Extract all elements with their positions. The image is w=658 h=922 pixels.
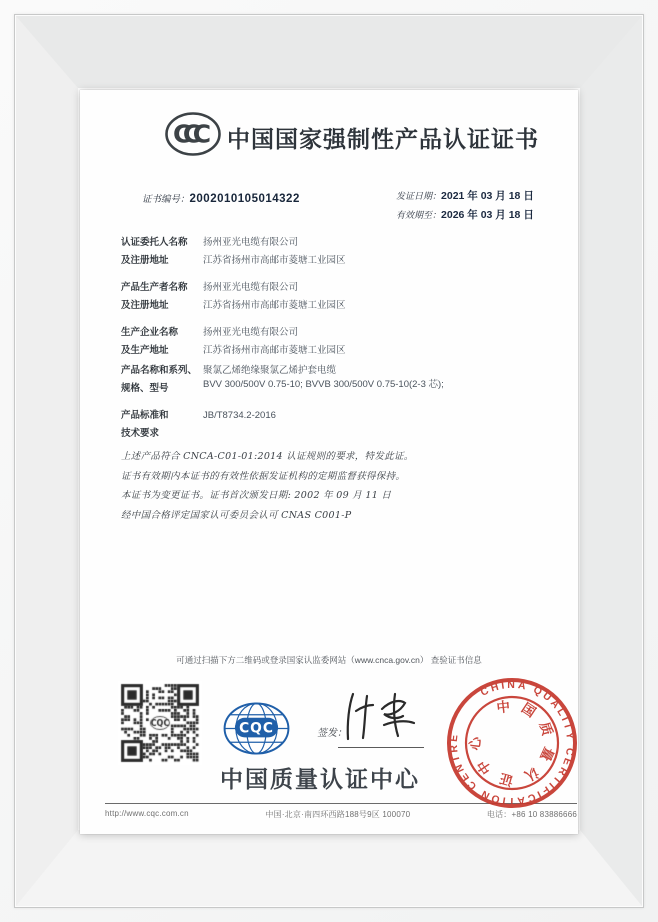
valid-until-row: [396, 207, 534, 222]
manufacturer-name: 扬州亚光电缆有限公司: [203, 282, 299, 293]
field-row-manufacturer: [121, 279, 551, 315]
manufacturer-label-line2: 及注册地址: [121, 300, 169, 311]
statement-line-1: 上述产品符合 CNCA-C01-01:2014 认证规则的要求，特发此证。: [121, 451, 414, 462]
signature-underline: [338, 747, 424, 748]
valid-until-value: 2026 年 03 月 18 日: [441, 209, 534, 221]
factory-address: 江苏省扬州市高邮市菱塘工业园区: [203, 345, 346, 356]
factory-label-line2: 及生产地址: [121, 345, 169, 356]
footer-address: 中国·北京·南四环西路188号9区 100070: [265, 810, 411, 819]
product-name: 聚氯乙烯绝缘聚氯乙烯护套电缆: [203, 365, 337, 376]
factory-label-line1: 生产企业名称: [121, 327, 179, 338]
footer-website: http://www.cqc.com.cn: [105, 809, 189, 818]
manufacturer-label-line1: 产品生产者名称: [121, 282, 188, 293]
field-row-product: [121, 362, 551, 398]
applicant-label-line1: 认证委托人名称: [121, 237, 188, 248]
certificate-paper: [80, 90, 578, 834]
issue-date-row: [396, 188, 534, 203]
field-row-standard: [121, 407, 551, 443]
applicant-label-line2: 及注册地址: [121, 255, 169, 266]
certificate-number-value: 2002010105014322: [189, 193, 300, 205]
product-label-line2: 规格、型号: [121, 383, 169, 394]
applicant-address: 江苏省扬州市高邮市菱塘工业园区: [203, 255, 346, 266]
field-row-factory: [121, 324, 551, 360]
product-models: BVV 300/500V 0.75-10; BVVB 300/500V 0.75-10(2-3 芯);: [203, 378, 444, 390]
issuer-signature: [340, 689, 424, 745]
certificate-statements: [121, 447, 414, 525]
verify-hint-text: 可通过扫描下方二维码或登录国家认监委网站（www.cnca.gov.cn） 查验证书信息: [176, 655, 482, 665]
valid-until-label: 有效期至：: [396, 211, 442, 221]
field-row-applicant: [121, 234, 551, 270]
standard-label-line1: 产品标准和: [121, 410, 169, 421]
factory-name: 扬州亚光电缆有限公司: [203, 327, 299, 338]
svg-text:CCC: CCC: [173, 119, 203, 149]
certificate-number-label: 证书编号：: [142, 194, 190, 205]
applicant-name: 扬州亚光电缆有限公司: [203, 237, 299, 248]
footer-phone: 电话：+86 10 83886666: [486, 810, 577, 819]
manufacturer-address: 江苏省扬州市高邮市菱塘工业园区: [203, 300, 346, 311]
ccc-mark-icon: [164, 111, 222, 157]
certificate-title: 中国国家强制性产品认证证书: [227, 126, 539, 152]
standard-label-line2: 技术要求: [121, 428, 160, 439]
verification-qr-code: [118, 681, 202, 765]
certificate-number-row: [142, 191, 300, 205]
svg-text:CQC: CQC: [239, 720, 274, 737]
seal-inner-text: 中国质量认证中心: [467, 697, 558, 789]
svg-text:CHINA QUALITY CERTIFICATION CE: [423, 654, 601, 832]
product-label-line1: 产品名称和系列、: [121, 365, 198, 376]
standard-value: JB/T8734.2-2016: [203, 410, 276, 421]
sign-label: 签发：: [317, 728, 347, 739]
issuer-org-name: 中国质量认证中心: [220, 766, 420, 792]
cqc-logo-icon: [222, 701, 291, 756]
issue-date-value: 2021 年 03 月 18 日: [441, 190, 534, 202]
seal-ring-text: CHINA QUALITY CERTIFICATION CENTRE: [447, 678, 577, 808]
statement-line-4: 经中国合格评定国家认可委员会认可 CNAS C001-P: [121, 509, 352, 521]
issue-date-label: 发证日期：: [396, 192, 442, 202]
statement-line-2: 证书有效期内本证书的有效性依据发证机构的定期监督获得保持。: [121, 470, 406, 482]
statement-line-3: 本证书为变更证书。证书首次颁发日期: 2002 年 09 月 11 日: [121, 490, 392, 501]
